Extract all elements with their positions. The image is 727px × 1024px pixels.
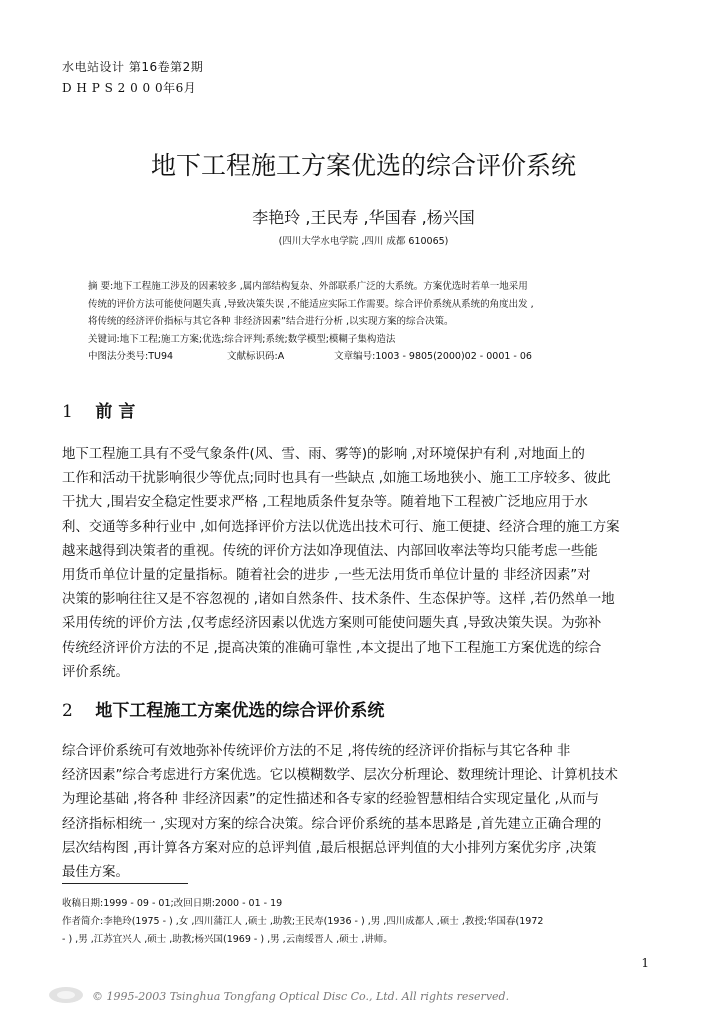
paragraph-line: 采用传统的评价方法 ,仅考虑经济因素以优选方案则可能使问题失真 ,导致决策失误。为弥补 [62,616,602,632]
paragraph-line: 越来越得到决策者的重视。传统的评价方法如净现值法、内部回收率法等均只能考虑一些能 [62,543,598,559]
journal-code-line: D H P S 2 0 0 0年6月 [62,81,197,95]
paragraph-line: 利、交通等多种行业中 ,如何选择评价方法以优选出技术可行、施工便捷、经济合理的施工方案 [62,519,620,535]
paragraph-line: 经济因素”综合考虑进行方案优选。它以模糊数学、层次分析理论、数理统计理论、计算机技术 [62,768,618,784]
abstract-block [88,278,663,366]
paper-title: 地下工程施工方案优选的综合评价系统 [150,151,576,180]
footnote-divider [62,883,188,884]
paragraph-line: 为理论基础 ,将各种 非经济因素”的定性描述和各专家的经验智慧相结合实现定量化 ,从而与 [62,792,600,808]
authors: 李艳玲 ,王民寿 ,华国春 ,杨兴国 [252,208,475,227]
section-number: 1 [62,402,73,422]
abstract-line: 传统的评价方法可能使问题失真 ,导致决策失误 ,不能适应实际工作需要。综合评价系统从系统的角度出发 , [88,298,534,310]
abstract-line: 摘 要:地下工程施工涉及的因素较多 ,属内部结构复杂、外部联系广泛的大系统。方案优选时若单一地采用 [88,281,528,292]
paragraph-line: 经济指标相统一 ,实现对方案的综合决策。综合评价系统的基本思路是 ,首先建立正确合理的 [62,816,602,832]
paragraph-line: 层次结构图 ,再计算各方案对应的总评判值 ,最后根据总评判值的大小排列方案优劣序 ,决策 [62,840,597,856]
paragraph-line: 传统经济评价方法的不足 ,提高决策的准确可靠性 ,本文提出了地下工程施工方案优选的综合 [62,640,602,656]
copyright-footer: © 1995-2003 Tsinghua Tongfang Optical Disc Co., Ltd. All rights reserved. [92,990,510,1003]
paragraph-line: 综合评价系统可有效地弥补传统评价方法的不足 ,将传统的经济评价指标与其它各种 非 [62,744,571,759]
section-title: 前 言 [95,402,136,422]
affiliation: (四川大学水电学院 ,四川 成都 610065) [278,236,449,247]
article-number: 文章编号:1003 - 9805(2000)02 - 0001 - 06 [334,351,532,363]
keywords-line: 关键词:地下工程;施工方案;优选;综合评判;系统;数学模型;模糊子集构造法 [88,333,396,345]
abstract-line: 将传统的经济评价指标与其它各种 非经济因素”结合进行分析 ,以实现方案的综合决策。 [88,316,454,328]
paragraph-line: 用货币单位计量的定量指标。随着社会的进步 ,一些无法用货币单位计量的 非经济因素”对 [62,568,591,584]
publisher-logo-icon [46,984,86,1006]
footnotes [62,895,670,949]
classification-number: 中图法分类号:TU94 [88,351,174,363]
section-2-heading [62,700,384,722]
document-code: 文献标识码:A [227,351,285,363]
page-number: 1 [641,956,649,970]
footnote-line: 收稿日期:1999 - 09 - 01;改回日期:2000 - 01 - 19 [62,898,283,909]
footnote-line: 作者简介:李艳玲(1975 - ) ,女 ,四川蒲江人 ,硕士 ,助教;王民寿(1936 - ) ,男 ,四川成都人 ,硕士 ,教授;华国春(1972 [62,916,544,927]
paragraph-line: 最佳方案。 [62,865,129,881]
section-1-body [62,443,670,685]
section-2-body [62,740,670,885]
section-number: 2 [62,701,73,721]
footnote-line: - ) ,男 ,江苏宜兴人 ,硕士 ,助教;杨兴国(1969 - ) ,男 ,云南绥晋人 ,硕士 ,讲师。 [62,934,393,945]
paragraph-line: 干扰大 ,围岩安全稳定性要求严格 ,工程地质条件复杂等。随着地下工程被广泛地应用于水 [62,495,588,511]
paragraph-line: 决策的影响往往又是不容忽视的 ,诸如自然条件、技术条件、生态保护等。这样 ,若仍然单一地 [62,592,615,608]
paragraph-line: 工作和活动干扰影响很少等优点;同时也具有一些缺点 ,如施工场地狭小、施工工序较多、彼此 [62,471,611,487]
section-title: 地下工程施工方案优选的综合评价系统 [95,701,385,721]
paragraph-line: 地下工程施工具有不受气象条件(风、雪、雨、雾等)的影响 ,对环境保护有利 ,对地面上的 [62,447,585,462]
section-1-heading [62,401,135,423]
classification-row [88,348,663,366]
journal-line: 水电站设计 第16卷第2期 [62,60,204,74]
paragraph-line: 评价系统。 [62,664,129,680]
